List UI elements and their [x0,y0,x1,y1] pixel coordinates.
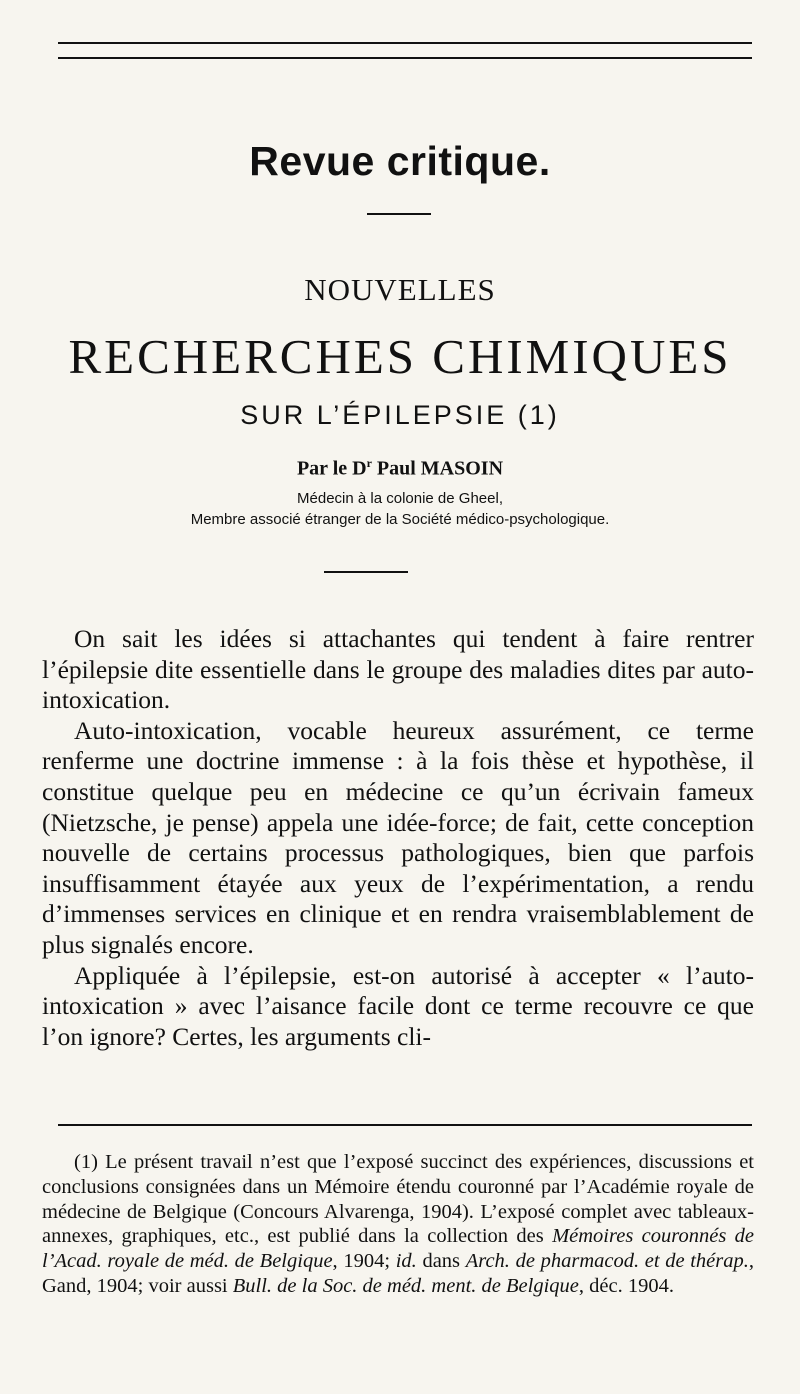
footnote-italic: Arch. de pharmacod. et de thérap. [465,1250,749,1273]
article-kicker: NOUVELLES [304,272,496,307]
article-subtitle: SUR L’ÉPILEPSIE (1) [240,400,560,430]
article-body [42,624,754,1052]
paragraph: Auto-intoxication, vocable heureux assurément, ce terme renferme une doctrine immense : à la fois thèse et hypothèse, il constitue quelque peu en médecine ce qu’un écrivain fameux (Nietzsche, je pense) appela une idée-force; de fait, cette conception nouvelle de certains processus pathologiques, bien que parfois insuffisamment étayée aux yeux de l’expérimentation, a rendu d’immenses services en clinique et en rendra vraisemblablement de plus signalés encore. [42,715,754,959]
byline-divider [324,571,408,573]
paragraph: On sait les idées si attachantes qui tendent à faire rentrer l’épilepsie dite essentielle dans le groupe des maladies dites par auto-intoxication. [42,624,754,715]
footnote-part: , 1904; [332,1250,396,1273]
footnote-rule [58,1124,752,1126]
footnote-part: (1) Le présent travail n’est que l’exposé succinct des expériences, discussions et conclusions consignées dans un Mémoire étendu couronné par l’Académie royale de médecine de Belgique (Concours Alvarenga, 1904). L’exposé complet avec tableaux-annexes, graphiques, etc., est publié dans la collection des [42,1151,754,1248]
paragraph: Appliquée à l’épilepsie, est-on autorisé à accepter « l’auto-intoxication » avec l’aisance facile dont ce terme recouvre ce que l’on ignore? Certes, les arguments cli- [42,960,754,1051]
footnote [42,1150,754,1299]
author-name: Paul MASOIN [376,457,504,480]
article-title: RECHERCHES CHIMIQUES [68,329,732,384]
top-rule-lower [58,57,752,59]
title-divider [367,213,431,215]
affiliation-line-1: Médecin à la colonie de Gheel, [297,490,503,507]
section-title: Revue critique. [249,138,551,184]
byline-sup: r [366,456,372,470]
footnote-italic: id. [395,1250,417,1273]
footnote-part: , déc. 1904. [578,1274,674,1297]
footnote-italic: Mémoires couronnés de l’Acad. royale de méd. de Belgique [42,1225,754,1273]
footnote-text [42,1150,754,1299]
footnote-italic: Bull. de la Soc. de méd. ment. de Belgique [232,1274,579,1297]
byline [0,456,800,481]
top-rule-upper [58,42,752,44]
byline-prefix: Par le D [296,457,367,480]
footnote-part: dans [416,1250,466,1273]
affiliation-line-2: Membre associé étranger de la Société médico-psychologique. [190,511,610,528]
footnote-part: , Gand, 1904; voir aussi [42,1250,755,1297]
